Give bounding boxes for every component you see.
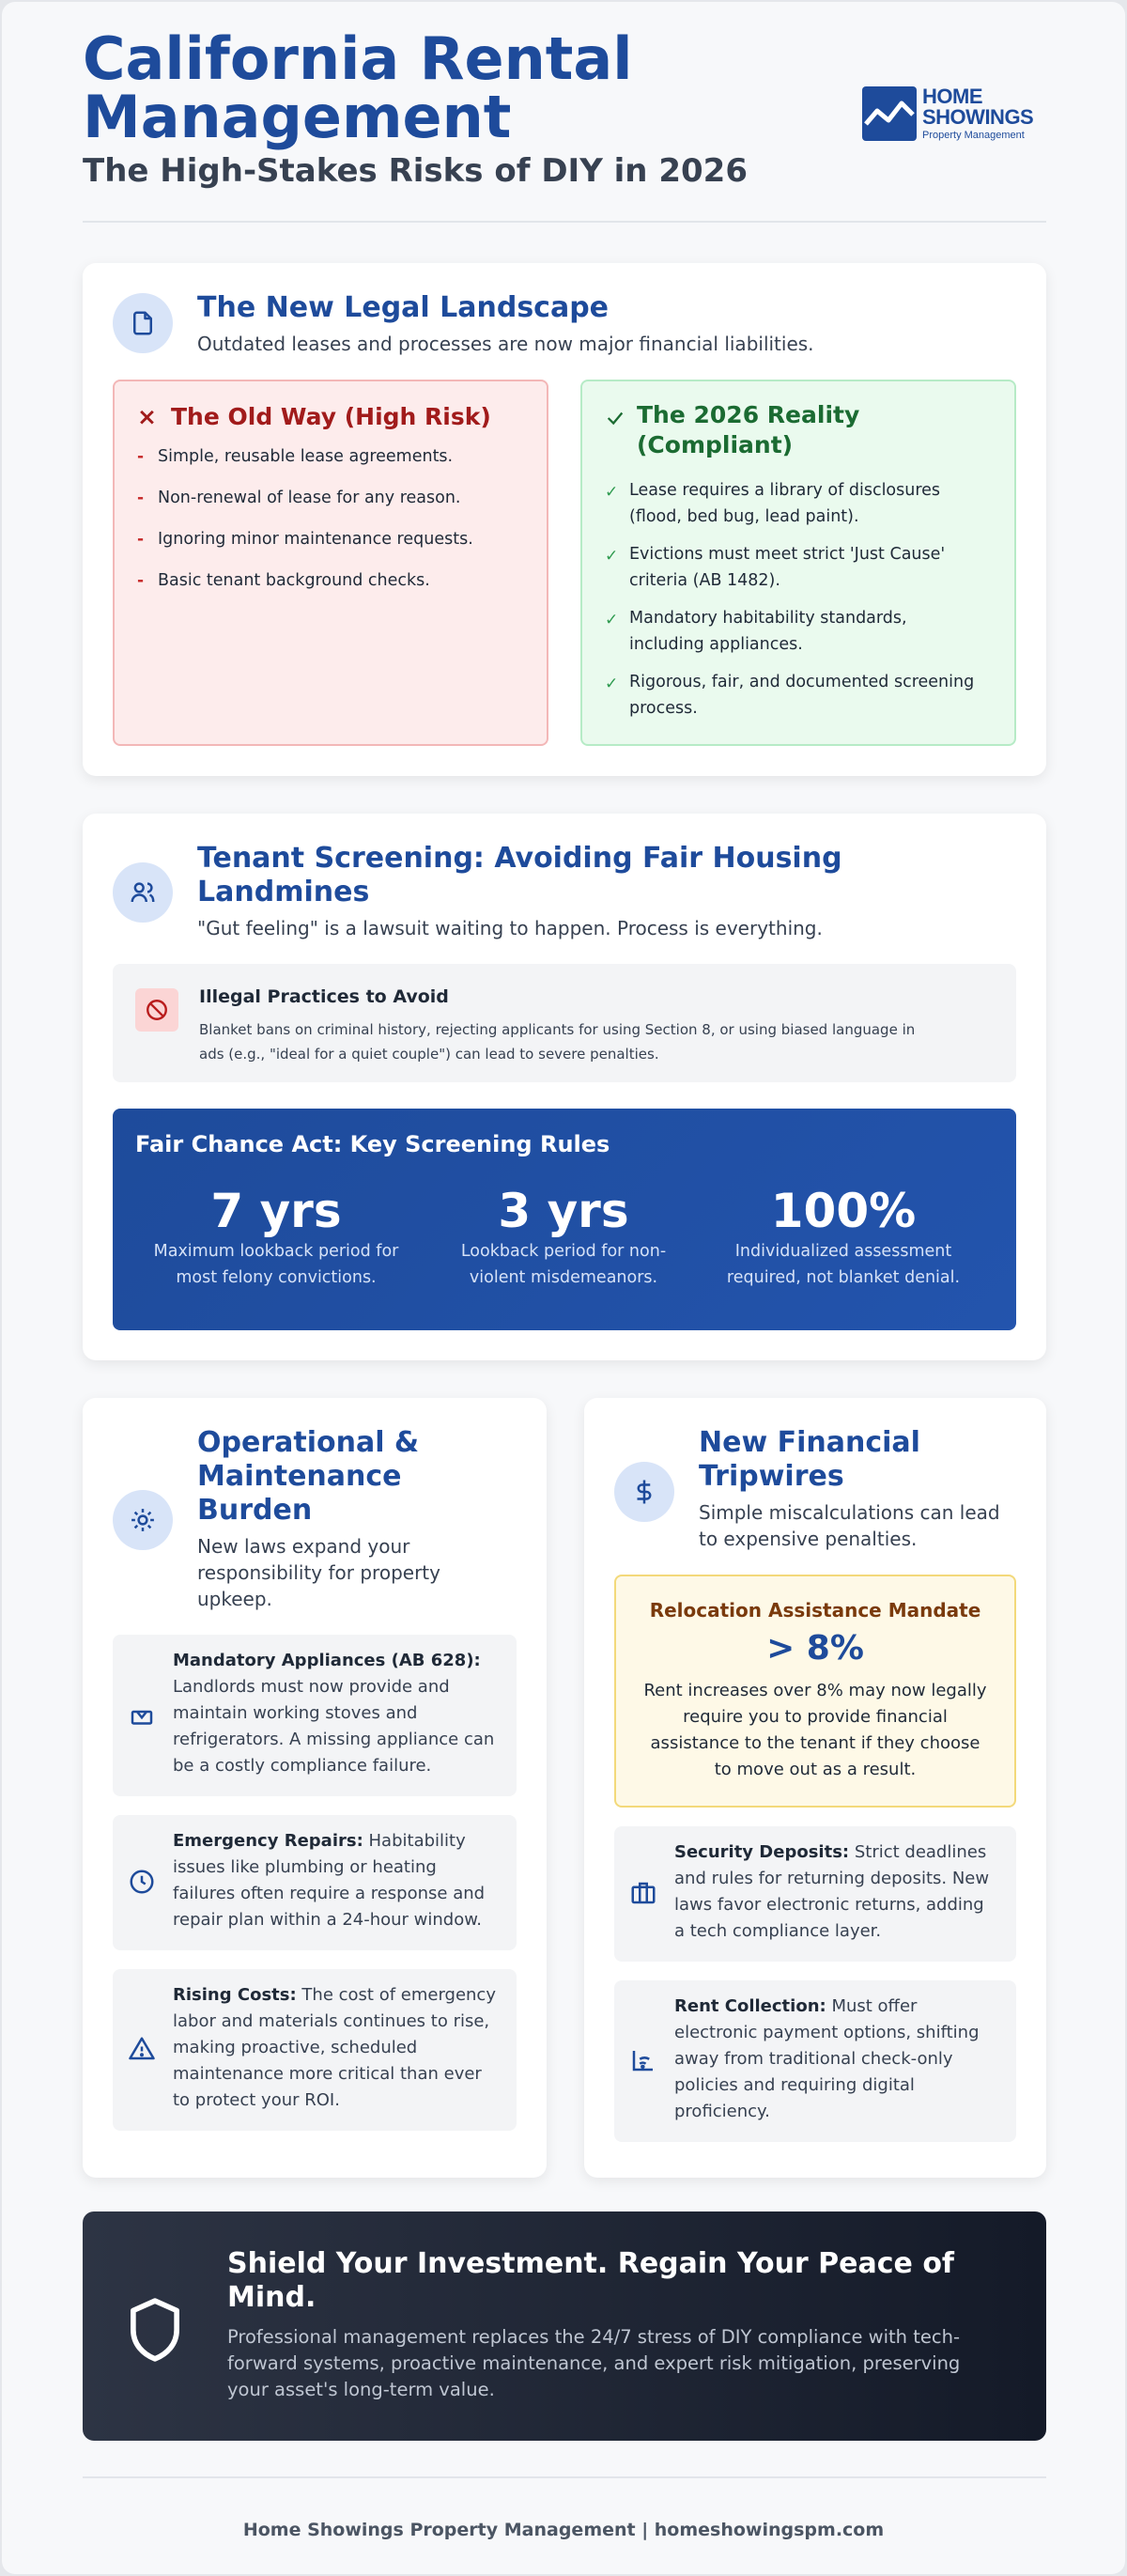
payment-chart-icon (629, 2046, 657, 2074)
header-divider (83, 221, 1046, 223)
new-reality-title-line2: (Compliant) (637, 431, 794, 458)
security-deposits-item (614, 1826, 1016, 1962)
old-way-panel (113, 380, 548, 746)
item-text: Landlords must now provide and (173, 1677, 450, 1697)
stat-value: 7 yrs (210, 1184, 342, 1238)
item-text (674, 1839, 986, 1866)
item-text: a tech compliance layer. (674, 1921, 882, 1941)
appliance-icon (128, 1702, 156, 1730)
section-title-line2: Tripwires (699, 1460, 844, 1493)
old-way-item: Simple, reusable lease agreements. (158, 447, 454, 466)
page-title: California Rental Management (83, 24, 633, 151)
stat-value: 3 yrs (498, 1184, 629, 1238)
item-text: refrigerators. A missing appliance can (173, 1730, 495, 1749)
house-logo-icon (862, 86, 917, 141)
illegal-practices-box (113, 964, 1016, 1082)
section-subtitle: "Gut feeling" is a lawsuit waiting to happen. Process is everything. (197, 917, 823, 939)
check-mark: ✓ (605, 611, 619, 629)
document-icon (113, 293, 173, 353)
item-text: failures often require a response and (173, 1884, 486, 1903)
item-text-start: Habitability (368, 1831, 466, 1851)
stat-label-cont: violent misdemeanors. (469, 1268, 658, 1287)
item-text: proficiency. (674, 2102, 770, 2121)
relocation-value: > 8% (766, 1629, 864, 1668)
item-text: repair plan within a 24-hour window. (173, 1910, 483, 1930)
illegal-practices-text: Blanket bans on criminal history, rejecting applicants for using Section 8, or using biased language in (199, 1021, 916, 1038)
item-text (173, 1982, 496, 2009)
new-reality-item: Rigorous, fair, and documented screening (629, 673, 975, 691)
item-text: to protect your ROI. (173, 2090, 340, 2110)
dollar-icon (614, 1462, 674, 1522)
new-reality-title: The 2026 Reality (637, 401, 860, 428)
logo-text-line1: HOME (922, 85, 982, 108)
item-title: Rising Costs: (173, 1985, 297, 2005)
briefcase-icon (629, 1879, 657, 1907)
new-reality-panel (580, 380, 1016, 746)
footer-divider (83, 2476, 1046, 2478)
new-reality-item-cont: criteria (AB 1482). (629, 571, 780, 590)
check-mark: ✓ (605, 547, 619, 566)
logo-text-line3: Property Management (922, 130, 1025, 141)
page (2, 2, 1125, 2574)
bullet-dash: - (137, 447, 145, 466)
gear-icon (113, 1490, 173, 1550)
item-text: away from traditional check-only (674, 2049, 953, 2069)
item-text-start: Strict deadlines (854, 1842, 987, 1862)
item-title: Emergency Repairs: (173, 1831, 363, 1851)
section-title: The New Legal Landscape (197, 291, 610, 324)
section-subtitle-cont: upkeep. (197, 1588, 272, 1610)
bullet-dash: - (137, 571, 145, 590)
cta-title-line2: Mind. (227, 2281, 316, 2314)
shield-icon (126, 2296, 184, 2367)
appliances-item (113, 1635, 517, 1796)
fair-chance-title: Fair Chance Act: Key Screening Rules (135, 1131, 610, 1157)
tenant-screening-card (83, 814, 1046, 1360)
item-text: and rules for returning deposits. New (674, 1869, 990, 1888)
relocation-text: to move out as a result. (714, 1760, 917, 1779)
section-title: Tenant Screening: Avoiding Fair Housing (197, 842, 842, 875)
bullet-dash: - (137, 489, 145, 507)
cta-text: forward systems, proactive maintenance, and expert risk mitigation, preserving (227, 2352, 961, 2374)
section-subtitle: Outdated leases and processes are now major financial liabilities. (197, 333, 814, 355)
cta-text: Professional management replaces the 24/7 stress of DIY compliance with tech- (227, 2326, 960, 2348)
cta-title: Shield Your Investment. Regain Your Peace of (227, 2247, 954, 2280)
item-text: issues like plumbing or heating (173, 1857, 437, 1877)
stat-label: Lookback period for non- (460, 1242, 667, 1261)
warning-icon (128, 2035, 156, 2063)
close-icon: × (137, 403, 157, 430)
item-text: maintenance more critical than ever (173, 2064, 482, 2084)
new-reality-item: Mandatory habitability standards, (629, 609, 907, 628)
logo-text-line2: SHOWINGS (922, 105, 1034, 129)
item-title: Rent Collection: (674, 1996, 826, 2016)
check-mark: ✓ (605, 483, 619, 502)
relocation-text: assistance to the tenant if they choose (650, 1733, 980, 1753)
relocation-title: Relocation Assistance Mandate (649, 1599, 981, 1622)
relocation-text: Rent increases over 8% may now legally (643, 1681, 987, 1700)
page-subtitle: The High-Stakes Risks of DIY in 2026 (83, 152, 748, 190)
old-way-title: The Old Way (High Risk) (171, 403, 491, 430)
rent-collection-item (614, 1980, 1016, 2142)
company-logo[interactable] (862, 85, 1050, 145)
section-title: Operational & (197, 1426, 420, 1459)
item-text: electronic payment options, shifting (674, 2023, 980, 2042)
section-subtitle-cont: to expensive penalties. (699, 1528, 918, 1550)
item-text-start: The cost of emergency (301, 1985, 496, 2005)
stat-value: 100% (770, 1184, 917, 1238)
bullet-dash: - (137, 530, 145, 549)
financial-card (584, 1398, 1046, 2178)
new-reality-item-cont: (flood, bed bug, lead paint). (629, 507, 859, 526)
stat-label: Individualized assessment (734, 1242, 952, 1261)
clock-icon (128, 1868, 156, 1896)
item-title: Mandatory Appliances (AB 628): (173, 1651, 481, 1670)
old-way-item: Non-renewal of lease for any reason. (158, 489, 461, 507)
illegal-practices-text-cont: ads (e.g., "ideal for a quiet couple") can lead to severe penalties. (199, 1046, 659, 1063)
stat-label-cont: required, not blanket denial. (726, 1268, 961, 1287)
item-text: making proactive, scheduled (173, 2038, 418, 2057)
footer-text[interactable]: Home Showings Property Management | homeshowingspm.com (242, 2520, 885, 2540)
new-reality-item: Lease requires a library of disclosures (629, 481, 941, 500)
item-text: be a costly compliance failure. (173, 1756, 432, 1776)
section-title-line3: Burden (197, 1494, 313, 1527)
section-title-line2: Landmines (197, 876, 370, 908)
prohibited-icon (135, 988, 178, 1032)
old-way-item: Ignoring minor maintenance requests. (158, 530, 473, 549)
new-reality-item: Evictions must meet strict 'Just Cause' (629, 545, 946, 564)
item-text: policies and requiring digital (674, 2075, 915, 2095)
cta-text: your asset's long-term value. (227, 2379, 495, 2400)
relocation-box (614, 1575, 1016, 1808)
illegal-practices-title: Illegal Practices to Avoid (199, 986, 449, 1007)
item-text: maintain working stoves and (173, 1703, 418, 1723)
check-mark: ✓ (605, 675, 619, 693)
legal-landscape-card (83, 263, 1046, 776)
check-icon (605, 408, 625, 432)
item-text (674, 1994, 917, 2020)
item-text (173, 1828, 466, 1854)
stat-label-cont: most felony convictions. (176, 1268, 377, 1287)
fair-chance-panel (113, 1109, 1016, 1330)
item-text-start: Must offer (831, 1996, 918, 2016)
section-title: New Financial (699, 1426, 920, 1459)
section-title-line2: Maintenance (197, 1460, 402, 1493)
item-text: labor and materials continues to rise, (173, 2011, 490, 2031)
stat-label: Maximum lookback period for (153, 1242, 399, 1261)
relocation-text: require you to provide financial (683, 1707, 948, 1727)
section-subtitle-cont: responsibility for property (197, 1561, 440, 1584)
operational-card (83, 1398, 547, 2178)
item-title: Security Deposits: (674, 1842, 850, 1862)
rising-costs-item (113, 1969, 517, 2131)
new-reality-item-cont: including appliances. (629, 635, 803, 654)
cta-banner (83, 2211, 1046, 2441)
section-subtitle: New laws expand your (197, 1535, 410, 1558)
emergency-repairs-item (113, 1815, 517, 1950)
new-reality-item-cont: process. (629, 699, 698, 718)
old-way-item: Basic tenant background checks. (158, 571, 430, 590)
item-text: laws favor electronic returns, adding (674, 1895, 984, 1915)
section-subtitle: Simple miscalculations can lead (699, 1501, 1000, 1524)
users-icon (113, 862, 173, 923)
